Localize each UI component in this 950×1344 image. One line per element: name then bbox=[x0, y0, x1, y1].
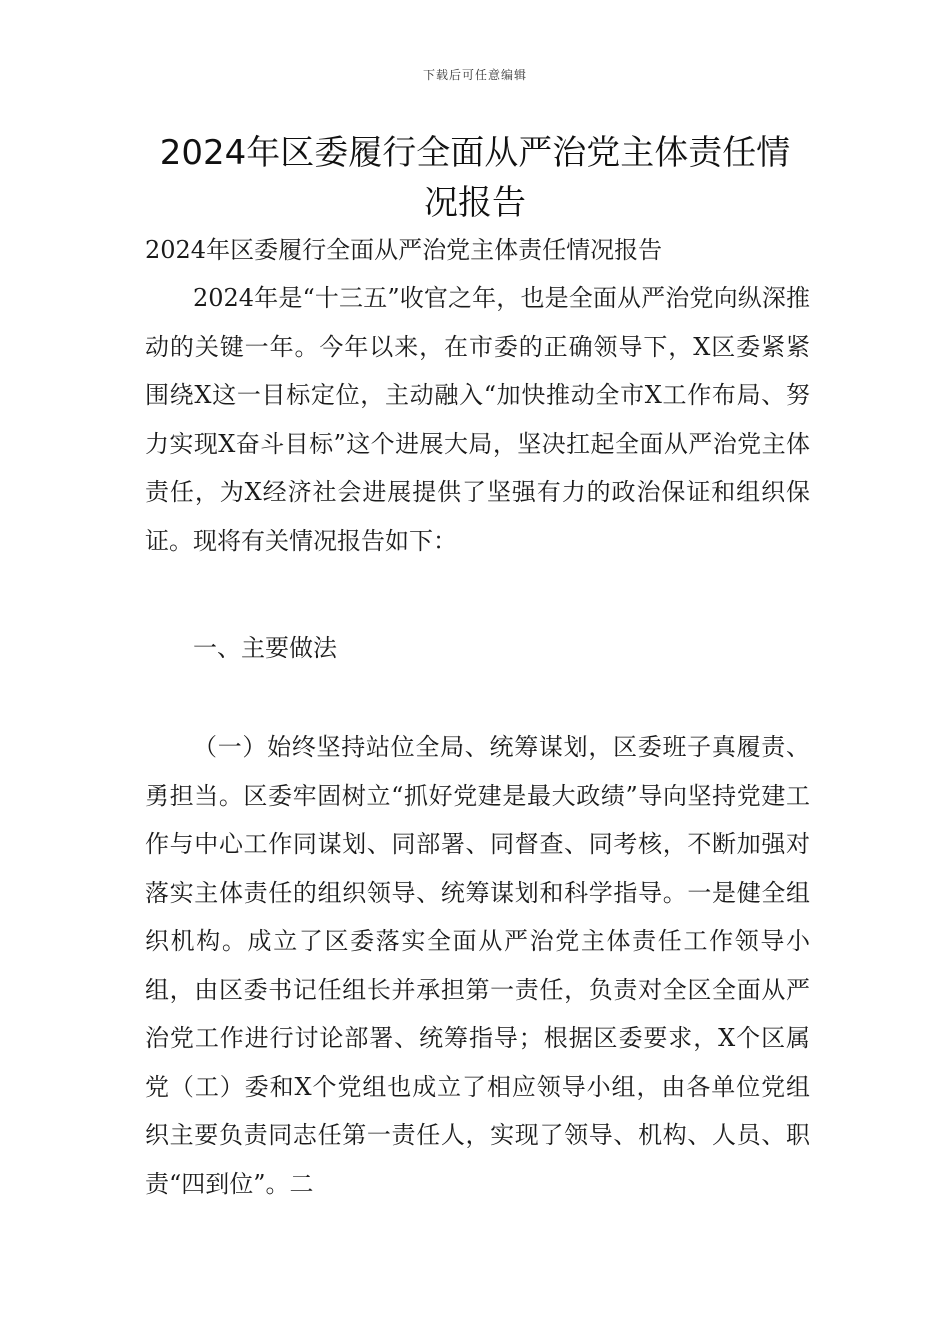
body-paragraph: （一）始终坚持站位全局、统筹谋划，区委班子真履责、勇担当。区委牢固树立“抓好党建是最大政绩”导向坚持党建工作与中心工作同谋划、同部署、同督查、同考核，不断加强对落实主体责任的组织领导、统筹谋划和科学指导。一是健全组织机构。成立了区委落实全面从严治党主体责任工作领导小组，由区委书记任组长并承担第一责任，负责对全区全面从严治党工作进行讨论部署、统筹指导；根据区委要求，X个区属党（工）委和X个党组也成立了相应领导小组，由各单位党组织主要负责同志任第一责任人，实现了领导、机构、人员、职责“四到位”。二 bbox=[145, 733, 810, 1198]
intro-paragraph: 2024年是“十三五”收官之年，也是全面从严治党向纵深推动的关键一年。今年以来，在市委的正确领导下，X区委紧紧围绕X这一目标定位，主动融入“加快推动全市X工作布局、努力实现X奋斗目标”这个进展大局，坚决扛起全面从严治党主体责任，为X经济社会进展提供了坚强有力的政治保证和组织保证。现将有关情况报告如下： bbox=[145, 284, 810, 555]
section-heading: 一、主要做法 bbox=[193, 634, 337, 662]
page-header-note: 下载后可任意编辑 bbox=[422, 68, 527, 82]
document-title: 2024年区委履行全面从严治党主体责任情况报告 bbox=[159, 133, 791, 223]
document-subtitle: 2024年区委履行全面从严治党主体责任情况报告 bbox=[145, 236, 663, 264]
